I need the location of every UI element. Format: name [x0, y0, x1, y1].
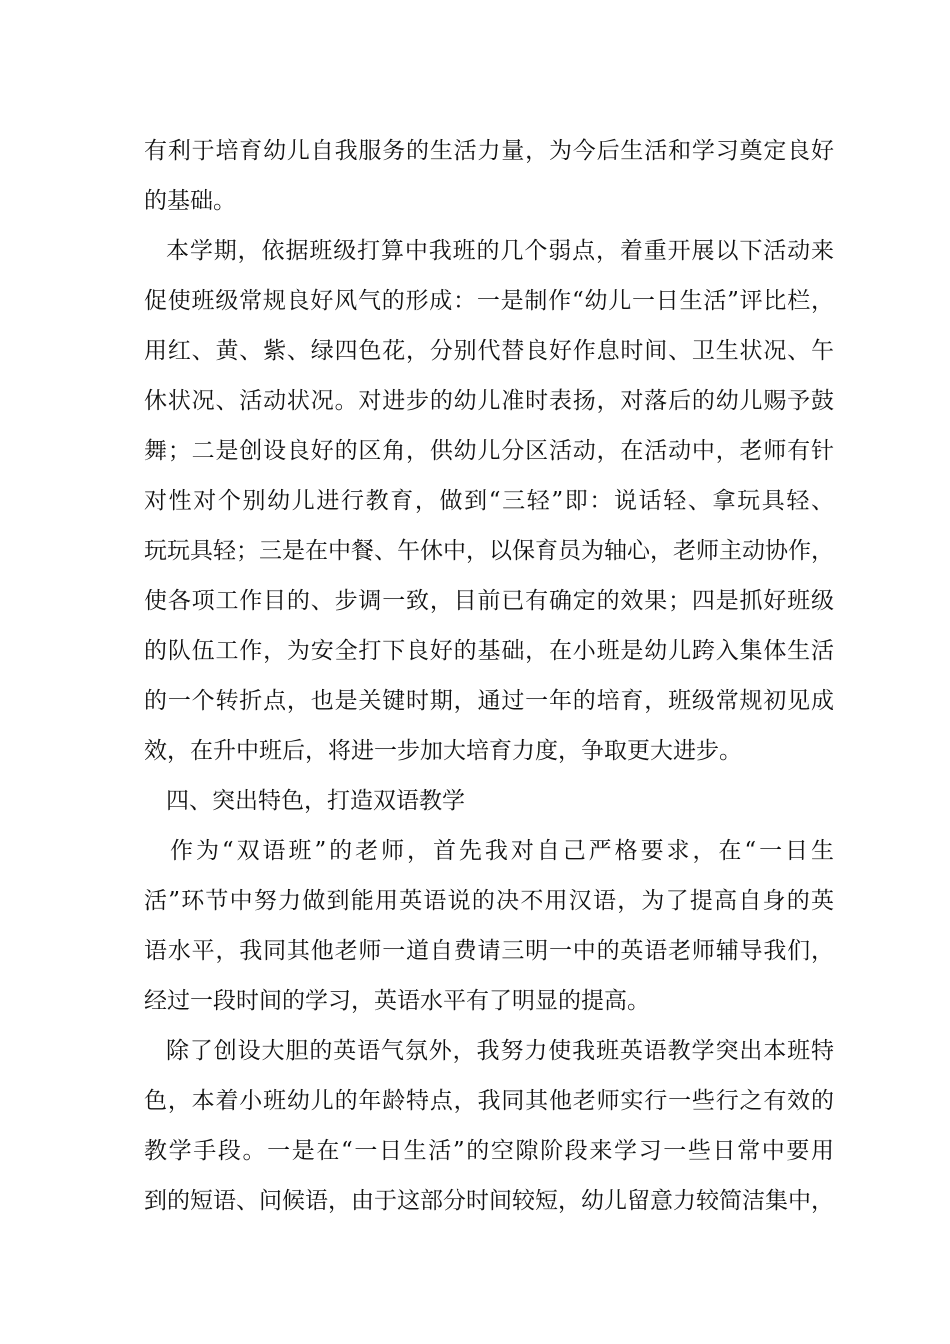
text-line-9: 玩玩具轻；三是在中餐、午休中，以保育员为轴心，老师主动协作， [144, 538, 834, 564]
text-line-13: 效，在升中班后，将进一步加大培育力度，争取更大进步。 [144, 738, 742, 764]
text-line-8: 对性对个别幼儿进行教育，做到“三轻”即：说话轻、拿玩具轻、 [144, 488, 834, 514]
text-line-17: 语水平，我同其他老师一道自费请三明一中的英语老师辅导我们， [144, 938, 834, 964]
text-line-6: 休状况、活动状况。对进步的幼儿准时表扬，对落后的幼儿赐予鼓 [144, 388, 834, 414]
text-line-4: 促使班级常规良好风气的形成：一是制作“幼儿一日生活”评比栏， [144, 288, 834, 314]
text-line-22: 到的短语、问候语，由于这部分时间较短，幼儿留意力较简洁集中， [144, 1188, 834, 1214]
text-line-2: 的基础。 [144, 188, 236, 214]
text-line-21: 教学手段。一是在“一日生活”的空隙阶段来学习一些日常中要用 [144, 1138, 834, 1164]
text-line-12: 的一个转折点，也是关键时期，通过一年的培育，班级常规初见成 [144, 688, 834, 714]
text-line-7: 舞；二是创设良好的区角，供幼儿分区活动，在活动中，老师有针 [144, 438, 834, 464]
text-line-1: 有利于培育幼儿自我服务的生活力量，为今后生活和学习奠定良好 [144, 138, 834, 164]
text-line-18: 经过一段时间的学习，英语水平有了明显的提高。 [144, 988, 650, 1014]
text-line-5: 用红、黄、紫、绿四色花，分别代替良好作息时间、卫生状况、午 [144, 338, 834, 364]
text-line-20: 色，本着小班幼儿的年龄特点，我同其他老师实行一些行之有效的 [144, 1088, 834, 1114]
text-line-19: 除了创设大胆的英语气氛外，我努力使我班英语教学突出本班特 [166, 1038, 834, 1064]
text-line-11: 的队伍工作，为安全打下良好的基础，在小班是幼儿跨入集体生活 [144, 638, 834, 664]
text-line-3: 本学期，依据班级打算中我班的几个弱点，着重开展以下活动来 [166, 238, 834, 264]
text-line-16: 活”环节中努力做到能用英语说的决不用汉语，为了提高自身的英 [144, 888, 834, 914]
section-heading: 四、突出特色，打造双语教学 [166, 788, 465, 814]
text-line-10: 使各项工作目的、步调一致，目前已有确定的效果；四是抓好班级 [144, 588, 834, 614]
text-line-15: 作为“双语班”的老师，首先我对自己严格要求，在“一日生 [170, 838, 834, 864]
